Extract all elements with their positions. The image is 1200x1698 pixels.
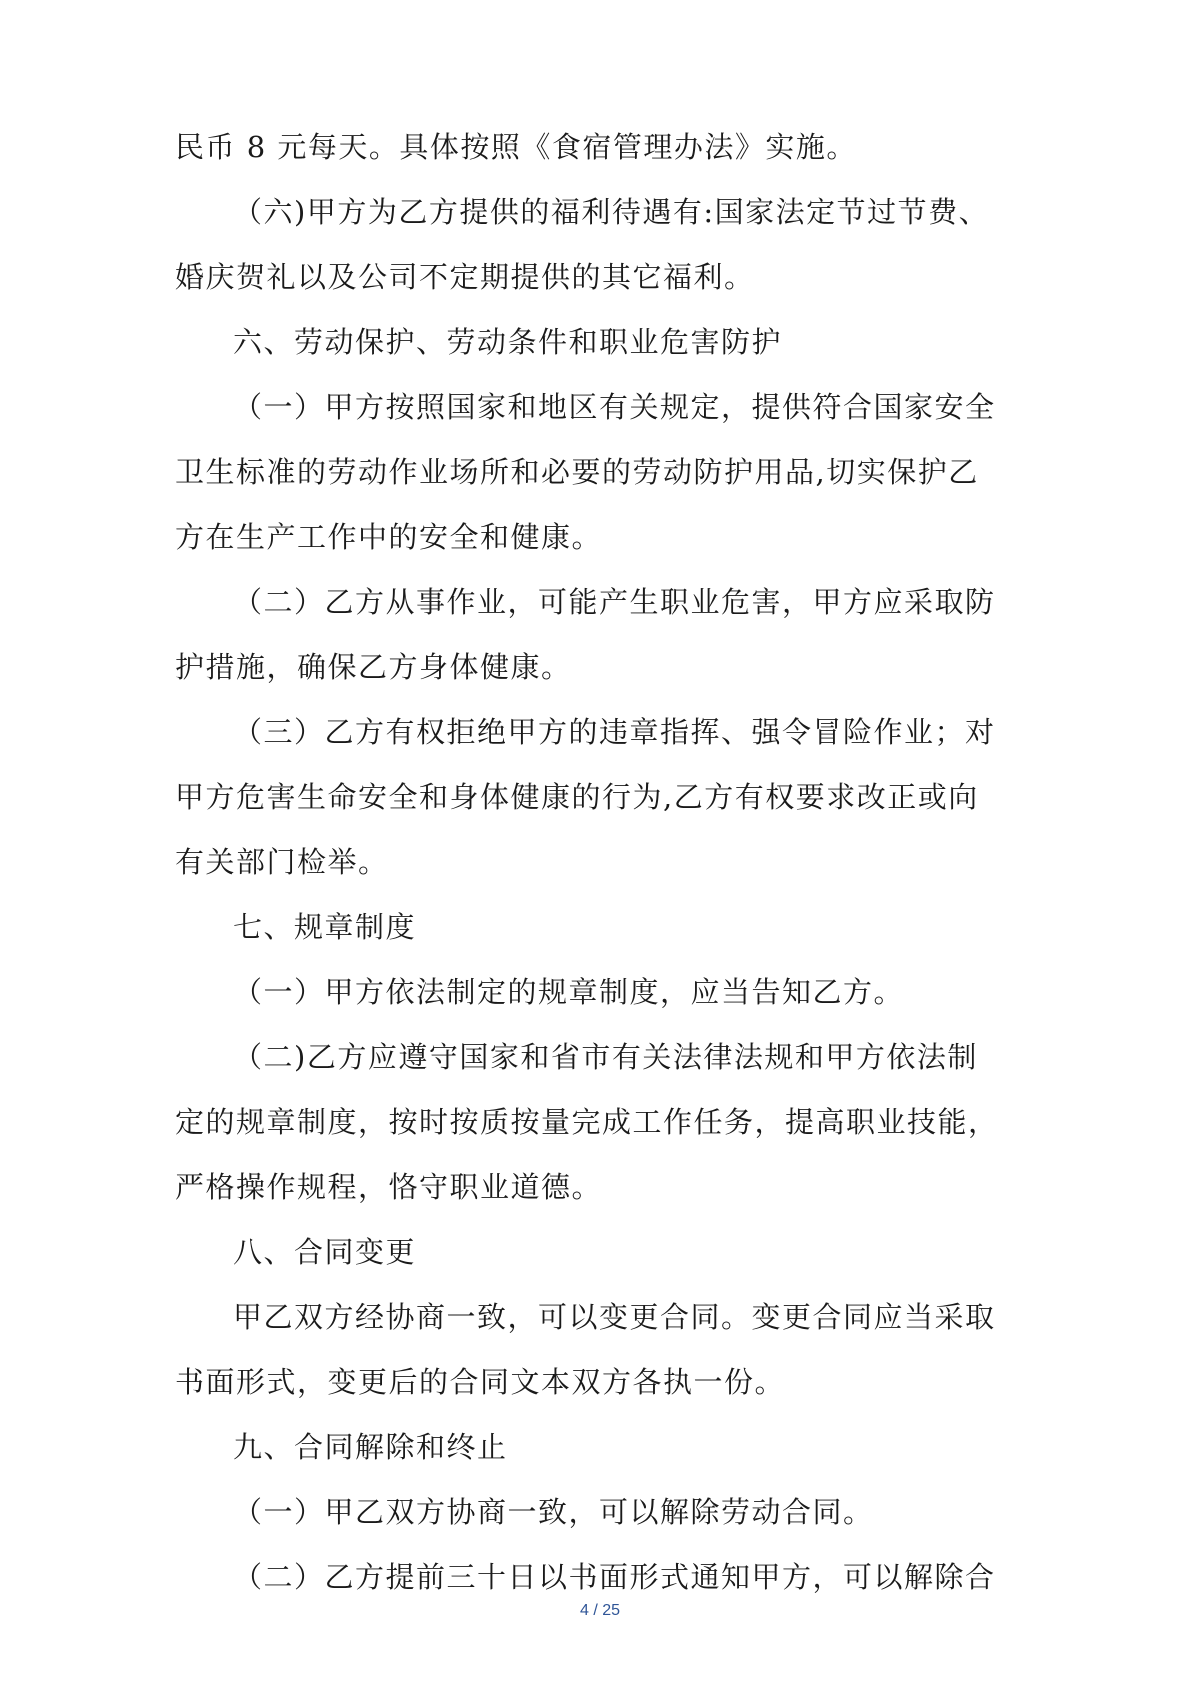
text-line: 甲乙双方经协商一致，可以变更合同。变更合同应当采取 xyxy=(233,1300,996,1334)
section-heading: 九、合同解除和终止 xyxy=(233,1430,508,1464)
text-line: 甲方危害生命安全和身体健康的行为,乙方有权要求改正或向 xyxy=(175,780,979,814)
text-line: （一）甲方依法制定的规章制度，应当告知乙方。 xyxy=(233,975,905,1009)
text-line: 卫生标准的劳动作业场所和必要的劳动防护用品,切实保护乙 xyxy=(175,455,979,489)
text-line: 定的规章制度，按时按质按量完成工作任务，提高职业技能， xyxy=(175,1105,999,1139)
document-body xyxy=(175,115,1033,1610)
text-line: 方在生产工作中的安全和健康。 xyxy=(175,520,603,554)
text-line: （二）乙方从事作业，可能产生职业危害，甲方应采取防 xyxy=(233,585,996,619)
text-line: 书面形式，变更后的合同文本双方各执一份。 xyxy=(175,1365,786,1399)
section-heading: 八、合同变更 xyxy=(233,1235,417,1269)
text-line: 有关部门检举。 xyxy=(175,845,389,879)
section-heading: 六、劳动保护、劳动条件和职业危害防护 xyxy=(233,325,783,359)
text-line: 严格操作规程，恪守职业道德。 xyxy=(175,1170,603,1204)
text-line: （三）乙方有权拒绝甲方的违章指挥、强令冒险作业；对 xyxy=(233,715,996,749)
text-line: （二）乙方提前三十日以书面形式通知甲方，可以解除合 xyxy=(233,1560,996,1594)
text-line: 婚庆贺礼以及公司不定期提供的其它福利。 xyxy=(175,260,755,294)
text-line: （六)甲方为乙方提供的福利待遇有:国家法定节过节费、 xyxy=(233,195,990,229)
text-line: 民币 8 元每天。具体按照《食宿管理办法》实施。 xyxy=(175,130,857,164)
text-line: （二)乙方应遵守国家和省市有关法律法规和甲方依法制 xyxy=(233,1040,978,1074)
text-line: （一）甲乙双方协商一致，可以解除劳动合同。 xyxy=(233,1495,874,1529)
text-line: 护措施，确保乙方身体健康。 xyxy=(175,650,572,684)
section-heading: 七、规章制度 xyxy=(233,910,417,944)
text-line: （一）甲方按照国家和地区有关规定，提供符合国家安全 xyxy=(233,390,996,424)
page-number: 4 / 25 xyxy=(579,1602,621,1619)
